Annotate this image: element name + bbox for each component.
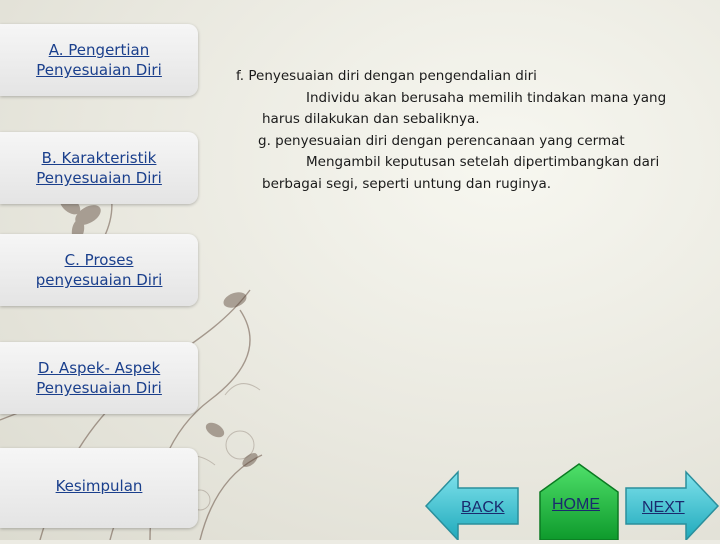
- home-button[interactable]: [538, 462, 620, 540]
- next-button[interactable]: [624, 470, 720, 540]
- point-f-heading: f. Penyesuaian diri dengan pengendalian diri: [236, 68, 537, 84]
- nav-item-karakteristik-line1: B. Karakteristik: [41, 149, 157, 167]
- nav-item-aspek[interactable]: [0, 342, 198, 414]
- nav-item-aspek-line1: D. Aspek- Aspek: [37, 359, 161, 377]
- content-area: [236, 66, 706, 195]
- point-g-heading: g. penyesuaian diri dengan perencanaan yang cermat: [258, 132, 625, 149]
- next-label: NEXT: [642, 499, 685, 516]
- point-g-line1: Mengambil keputusan setelah dipertimbangkan dari: [306, 154, 660, 170]
- nav-item-pengertian-line1: A. Pengertian: [48, 41, 150, 59]
- nav-item-kesimpulan-label: Kesimpulan: [55, 477, 143, 495]
- nav-item-kesimpulan[interactable]: [0, 448, 198, 528]
- home-label: HOME: [552, 496, 600, 513]
- back-button[interactable]: [424, 470, 520, 540]
- nav-item-pengertian-line2: Penyesuaian Diri: [36, 61, 162, 79]
- point-f-line1: Individu akan berusaha memilih tindakan mana yang: [306, 89, 667, 106]
- nav-item-karakteristik-line2: Penyesuaian Diri: [36, 169, 162, 187]
- nav-item-proses[interactable]: [0, 234, 198, 306]
- point-g-line2: berbagai segi, seperti untung dan ruginya.: [262, 175, 552, 192]
- nav-item-proses-line2: penyesuaian Diri: [35, 271, 163, 289]
- nav-item-aspek-line2: Penyesuaian Diri: [36, 379, 162, 397]
- point-f-line2: harus dilakukan dan sebaliknya.: [262, 111, 480, 127]
- back-label: BACK: [461, 499, 505, 516]
- nav-item-proses-line1: C. Proses: [64, 251, 134, 269]
- nav-item-karakteristik[interactable]: [0, 132, 198, 204]
- nav-item-pengertian[interactable]: [0, 24, 198, 96]
